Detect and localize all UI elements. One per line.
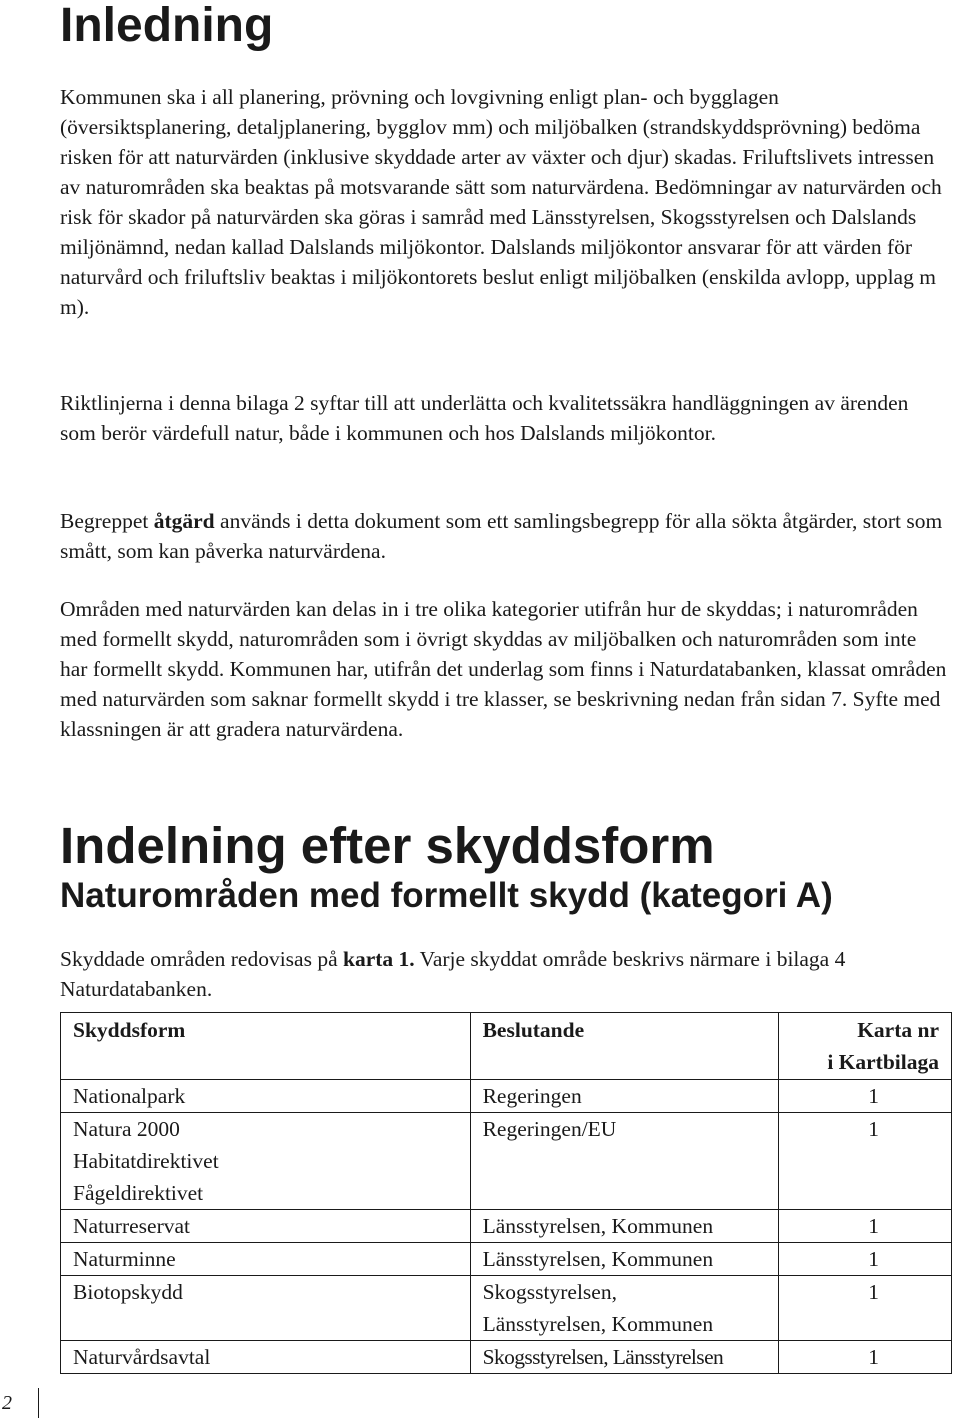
paragraph-intro: Kommunen ska i all planering, prövning och lovgivning enligt plan- och bygglagen (översiktsplanering, detaljplanering, bygglov mm) och miljöbalken (strandskyddsprövning) bedöma risken för att naturvärden (inklusive skyddade arter av växter och djur) skadas. Friluftslivets intressen av naturområden ska beaktas på motsvarande sätt som naturvärdena. Bedömningar av naturvärden och risk för skador på naturvärden ska göras i samråd med Länsstyrelsen, Skogsstyrelsen och Dalslands miljönämnd, nedan kallad Dalslands miljökontor. Dalslands miljökontor ansvarar för att värden för naturvård och friluftsliv beaktas i miljökontorets beslut enligt miljöbalken (enskilda avlopp, upplag m m). bbox=[60, 85, 942, 319]
cell-beslutande bbox=[470, 1276, 778, 1341]
page-number: 2 bbox=[2, 1392, 12, 1414]
cell-beslutande: Länsstyrelsen, Kommunen bbox=[470, 1210, 778, 1243]
cell-skyddsform-line3: Fågeldirektivet bbox=[73, 1181, 204, 1205]
table-row bbox=[61, 1080, 952, 1113]
cell-karta: 1 bbox=[778, 1113, 951, 1210]
header-beslutande: Beslutande bbox=[470, 1013, 778, 1080]
cell-karta: 1 bbox=[778, 1243, 951, 1276]
paragraph-omraden: Områden med naturvärden kan delas in i tre olika kategorier utifrån hur de skyddas; i naturområden med formellt skydd, naturområden som i övrigt skyddas av miljöbalken och naturområden som inte har formellt skydd. Kommunen har, utifrån det underlag som finns i Naturdatabanken, klassat områden med naturvärden som saknar formellt skydd i tre klasser, se beskrivning nedan från sidan 7. Syfte med klassningen är att gradera naturvärdena. bbox=[60, 597, 947, 741]
paragraph-skyddade-after: Varje skyddat område beskrivs närmare i bilaga 4 Naturdatabanken. bbox=[60, 947, 846, 1001]
cell-skyddsform-line2: Habitatdirektivet bbox=[73, 1149, 219, 1173]
skyddsform-table bbox=[60, 1012, 952, 1374]
cell-karta: 1 bbox=[778, 1080, 951, 1113]
cell-skyddsform: Naturvårdsavtal bbox=[61, 1341, 471, 1374]
cell-beslutande: Regeringen bbox=[470, 1080, 778, 1113]
cell-beslutande-line2: Länsstyrelsen, Kommunen bbox=[482, 1312, 714, 1336]
paragraph-begreppet-before: Begreppet bbox=[60, 509, 154, 533]
cell-karta: 1 bbox=[778, 1341, 951, 1374]
paragraph-begreppet-term: åtgärd bbox=[153, 509, 215, 533]
heading-inledning: Inledning bbox=[60, 0, 274, 52]
cell-beslutande: Länsstyrelsen, Kommunen bbox=[470, 1243, 778, 1276]
paragraph-riktlinjer: Riktlinjerna i denna bilaga 2 syftar till att underlätta och kvalitetssäkra handläggningen av ärenden som berör värdefull natur, både i kommunen och hos Dalslands miljökontor. bbox=[60, 391, 909, 445]
cell-beslutande: Skogsstyrelsen, Länsstyrelsen bbox=[470, 1341, 778, 1374]
paragraph-begreppet bbox=[60, 506, 948, 566]
paragraph-skyddade-before: Skyddade områden redovisas på bbox=[60, 947, 344, 971]
heading-indelning: Indelning efter skyddsform bbox=[60, 817, 715, 874]
cell-karta: 1 bbox=[778, 1276, 951, 1341]
cell-skyddsform: Nationalpark bbox=[61, 1080, 471, 1113]
cell-skyddsform bbox=[61, 1113, 471, 1210]
paragraph-skyddade-map: karta 1. bbox=[343, 947, 415, 971]
table-row bbox=[61, 1341, 952, 1374]
header-karta bbox=[778, 1013, 951, 1080]
header-skyddsform: Skyddsform bbox=[61, 1013, 471, 1080]
cell-beslutande: Regeringen/EU bbox=[470, 1113, 778, 1210]
header-karta-line2: i Kartbilaga bbox=[827, 1050, 939, 1074]
paragraph-skyddade bbox=[60, 944, 948, 1004]
table-row bbox=[61, 1276, 952, 1341]
table-row bbox=[61, 1113, 952, 1210]
page-number-box bbox=[0, 1388, 39, 1418]
cell-skyddsform: Biotopskydd bbox=[61, 1276, 471, 1341]
cell-skyddsform: Naturminne bbox=[61, 1243, 471, 1276]
header-karta-line1: Karta nr bbox=[857, 1018, 939, 1042]
cell-karta: 1 bbox=[778, 1210, 951, 1243]
table-row bbox=[61, 1243, 952, 1276]
cell-skyddsform-line1: Natura 2000 bbox=[73, 1117, 180, 1141]
subheading-kategori-a: Naturområden med formellt skydd (kategori A) bbox=[60, 876, 833, 915]
table-header-row bbox=[61, 1013, 952, 1080]
table-row bbox=[61, 1210, 952, 1243]
cell-beslutande-line1: Skogsstyrelsen, bbox=[482, 1280, 617, 1304]
paragraph-begreppet-after: används i detta dokument som ett samlingsbegrepp för alla sökta åtgärder, stort som smått, som kan påverka naturvärdena. bbox=[60, 509, 943, 563]
cell-skyddsform: Naturreservat bbox=[61, 1210, 471, 1243]
